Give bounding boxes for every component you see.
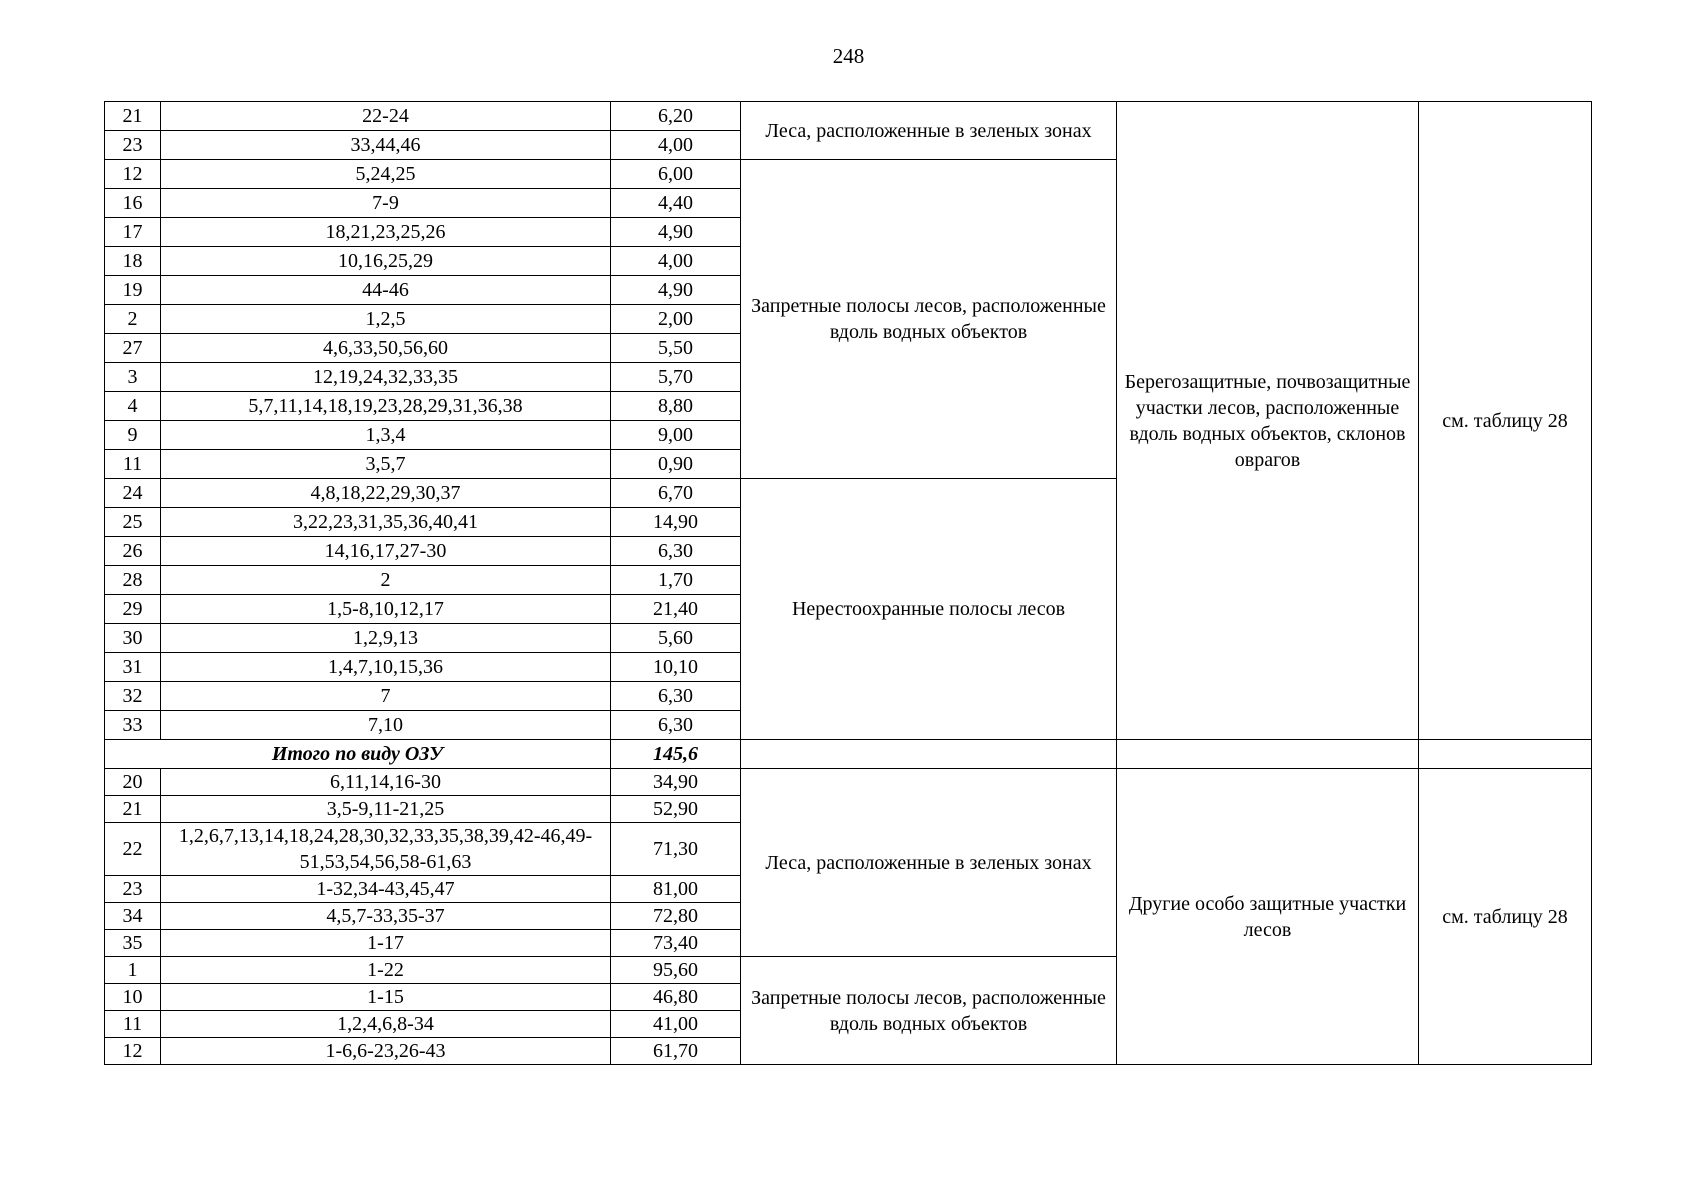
quarter-numbers: 1-22	[161, 957, 611, 984]
total-value: 145,6	[611, 740, 741, 769]
protective-category: Берегозащитные, почвозащитные участки лесов, расположенные вдоль водных объектов, склонов оврагов	[1117, 102, 1419, 740]
forestry-number: 19	[105, 276, 161, 305]
quarter-numbers: 6,11,14,16-30	[161, 769, 611, 796]
subcategory-green-zones: Леса, расположенные в зеленых зонах	[741, 102, 1117, 160]
forestry-number: 9	[105, 421, 161, 450]
area-value: 81,00	[611, 876, 741, 903]
area-value: 5,60	[611, 624, 741, 653]
area-value: 6,30	[611, 682, 741, 711]
area-value: 61,70	[611, 1038, 741, 1065]
forestry-number: 21	[105, 796, 161, 823]
forestry-number: 11	[105, 1011, 161, 1038]
forestry-number: 12	[105, 1038, 161, 1065]
quarter-numbers: 1,4,7,10,15,36	[161, 653, 611, 682]
quarter-numbers: 7,10	[161, 711, 611, 740]
area-value: 4,00	[611, 247, 741, 276]
quarter-numbers: 1,2,5	[161, 305, 611, 334]
forestry-number: 10	[105, 984, 161, 1011]
forestry-number: 4	[105, 392, 161, 421]
forestry-number: 20	[105, 769, 161, 796]
area-value: 21,40	[611, 595, 741, 624]
area-value: 6,00	[611, 160, 741, 189]
area-value: 5,50	[611, 334, 741, 363]
area-value: 71,30	[611, 823, 741, 876]
forestry-number: 12	[105, 160, 161, 189]
empty-cell	[1117, 740, 1419, 769]
forestry-number: 34	[105, 903, 161, 930]
forestry-number: 31	[105, 653, 161, 682]
empty-cell	[1419, 740, 1592, 769]
quarter-numbers: 1-15	[161, 984, 611, 1011]
forestry-number: 3	[105, 363, 161, 392]
quarter-numbers: 1,2,4,6,8-34	[161, 1011, 611, 1038]
table-row	[105, 769, 1592, 796]
subcategory-water-bands: Запретные полосы лесов, расположенные вдоль водных объектов	[741, 160, 1117, 479]
protective-forest-table	[104, 101, 1592, 1065]
quarter-numbers: 1-6,6-23,26-43	[161, 1038, 611, 1065]
quarter-numbers: 4,6,33,50,56,60	[161, 334, 611, 363]
forestry-number: 21	[105, 102, 161, 131]
quarter-numbers: 1,2,9,13	[161, 624, 611, 653]
forestry-number: 22	[105, 823, 161, 876]
area-value: 52,90	[611, 796, 741, 823]
area-value: 6,20	[611, 102, 741, 131]
area-value: 41,00	[611, 1011, 741, 1038]
quarter-numbers: 4,8,18,22,29,30,37	[161, 479, 611, 508]
forestry-number: 29	[105, 595, 161, 624]
table-row	[105, 102, 1592, 131]
forestry-number: 33	[105, 711, 161, 740]
area-value: 0,90	[611, 450, 741, 479]
area-value: 4,40	[611, 189, 741, 218]
forestry-number: 24	[105, 479, 161, 508]
area-value: 4,90	[611, 218, 741, 247]
quarter-numbers: 14,16,17,27-30	[161, 537, 611, 566]
quarter-numbers: 18,21,23,25,26	[161, 218, 611, 247]
quarter-numbers: 3,5,7	[161, 450, 611, 479]
page-number: 248	[832, 44, 865, 68]
area-value: 6,30	[611, 537, 741, 566]
quarter-numbers: 12,19,24,32,33,35	[161, 363, 611, 392]
area-value: 5,70	[611, 363, 741, 392]
empty-cell	[741, 740, 1117, 769]
quarter-numbers: 33,44,46	[161, 131, 611, 160]
forestry-number: 23	[105, 131, 161, 160]
quarter-numbers: 1-17	[161, 930, 611, 957]
quarter-numbers: 7-9	[161, 189, 611, 218]
quarter-numbers: 22-24	[161, 102, 611, 131]
quarter-numbers: 1-32,34-43,45,47	[161, 876, 611, 903]
area-value: 34,90	[611, 769, 741, 796]
forestry-number: 28	[105, 566, 161, 595]
forestry-number: 11	[105, 450, 161, 479]
quarter-numbers: 3,22,23,31,35,36,40,41	[161, 508, 611, 537]
area-value: 2,00	[611, 305, 741, 334]
quarter-numbers: 4,5,7-33,35-37	[161, 903, 611, 930]
forestry-number: 26	[105, 537, 161, 566]
area-value: 6,70	[611, 479, 741, 508]
forestry-number: 23	[105, 876, 161, 903]
subcategory-spawning-bands: Нерестоохранные полосы лесов	[741, 479, 1117, 740]
forestry-number: 27	[105, 334, 161, 363]
area-value: 4,90	[611, 276, 741, 305]
forestry-number: 16	[105, 189, 161, 218]
quarter-numbers: 10,16,25,29	[161, 247, 611, 276]
area-value: 9,00	[611, 421, 741, 450]
quarter-numbers: 44-46	[161, 276, 611, 305]
quarter-numbers: 7	[161, 682, 611, 711]
forestry-number: 17	[105, 218, 161, 247]
area-value: 1,70	[611, 566, 741, 595]
forestry-number: 18	[105, 247, 161, 276]
quarter-numbers: 1,5-8,10,12,17	[161, 595, 611, 624]
quarter-numbers: 2	[161, 566, 611, 595]
forestry-number: 2	[105, 305, 161, 334]
forestry-number: 1	[105, 957, 161, 984]
protective-category: Другие особо защитные участки лесов	[1117, 769, 1419, 1065]
forestry-number: 32	[105, 682, 161, 711]
forestry-number: 35	[105, 930, 161, 957]
area-value: 95,60	[611, 957, 741, 984]
subcategory-water-bands: Запретные полосы лесов, расположенные вдоль водных объектов	[741, 957, 1117, 1065]
area-value: 4,00	[611, 131, 741, 160]
quarter-numbers: 1,3,4	[161, 421, 611, 450]
reference-note: см. таблицу 28	[1419, 102, 1592, 740]
total-row	[105, 740, 1592, 769]
area-value: 14,90	[611, 508, 741, 537]
area-value: 72,80	[611, 903, 741, 930]
forestry-number: 25	[105, 508, 161, 537]
area-value: 6,30	[611, 711, 741, 740]
area-value: 8,80	[611, 392, 741, 421]
quarter-numbers: 1,2,6,7,13,14,18,24,28,30,32,33,35,38,39,42-46,49-51,53,54,56,58-61,63	[161, 823, 611, 876]
subcategory-green-zones: Леса, расположенные в зеленых зонах	[741, 769, 1117, 957]
forestry-number: 30	[105, 624, 161, 653]
area-value: 46,80	[611, 984, 741, 1011]
area-value: 73,40	[611, 930, 741, 957]
reference-note: см. таблицу 28	[1419, 769, 1592, 1065]
quarter-numbers: 5,24,25	[161, 160, 611, 189]
quarter-numbers: 5,7,11,14,18,19,23,28,29,31,36,38	[161, 392, 611, 421]
quarter-numbers: 3,5-9,11-21,25	[161, 796, 611, 823]
total-label: Итого по виду ОЗУ	[105, 740, 611, 769]
area-value: 10,10	[611, 653, 741, 682]
